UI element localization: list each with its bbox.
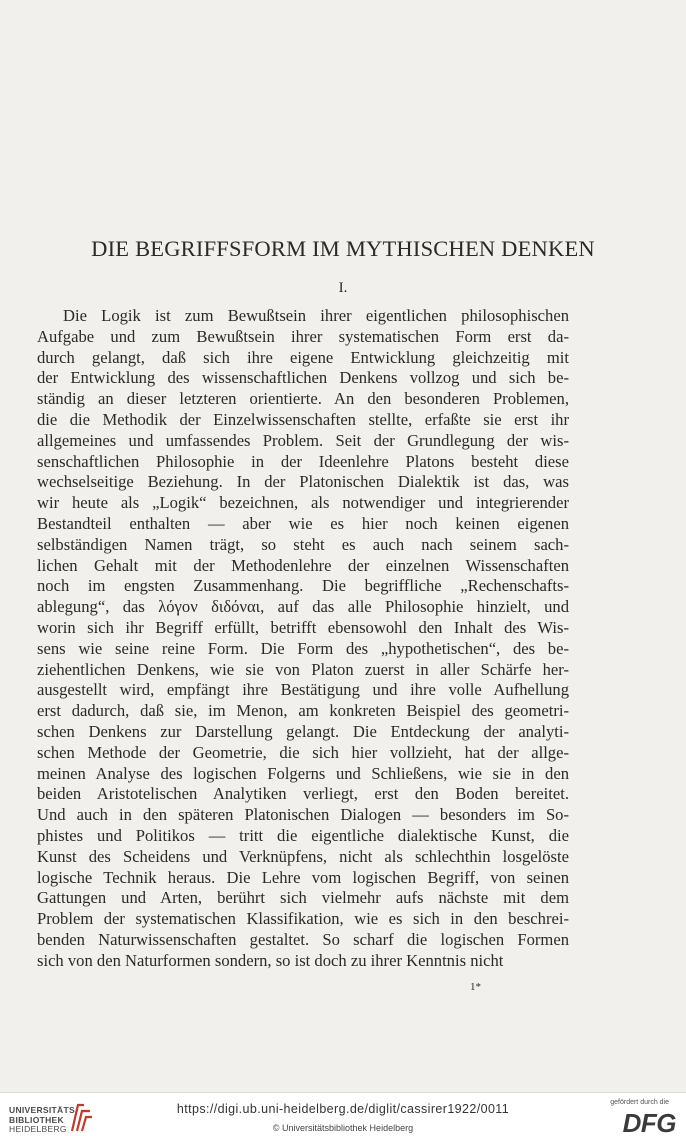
signature-mark: 1* [470,981,481,993]
copyright-notice: © Universitätsbibliothek Heidelberg [272,1123,414,1133]
text-line: wechselseitige Beziehung. In der Platonischen Dialektik ist das, was [37,472,569,492]
text-line: lichen Gehalt mit der Methodenlehre der einzelnen Wissenschaften [37,555,569,575]
text-line: ständig an dieser letzteren orientierte. An den besonderen Problemen, [37,389,569,409]
text-line: noch im engsten Zusammenhang. Die begriffliche „Rechenschafts- [37,576,569,596]
section-number: I. [338,280,348,296]
text-line: benden Naturwissenschaften gestaltet. So scharf die logischen Formen [37,929,569,949]
logo-line: HEIDELBERG [9,1124,67,1134]
logo-line: UNIVERSITÄTS- [9,1105,79,1115]
text-line: schen Methode der Geometrie, die sich hier vollzieht, hat der allge- [37,742,569,762]
text-line: Die Logik ist zum Bewußtsein ihrer eigentlichen philosophischen [63,306,569,325]
text-line: ausgestellt wird, empfängt ihre Bestätigung und ihre volle Aufhellung [37,680,569,700]
text-line: phistes und Politikos — tritt die eigentliche dialektische Kunst, die [37,825,569,845]
text-line: logische Technik heraus. Die Lehre vom logischen Begriff, von seinen [37,867,569,887]
text-line: Bestandteil enthalten — aber wie es hier noch keinen eigenen [37,513,569,533]
text-line: Kunst des Scheidens und Verknüpfens, nicht als schlechthin losgelöste [37,846,569,866]
text-line: die die Methodik der Einzelwissenschaften stellte, erfaßte sie erst ihr [37,409,569,429]
text-line: beiden Aristotelischen Analytiken verliegt, erst den Boden bereitet. [37,784,569,804]
text-line: meinen Analyse des logischen Folgerns und Schließens, wie sie in den [37,763,569,783]
text-line: Aufgabe und zum Bewußtsein ihrer systematischen Form erst da- [37,326,569,346]
dfg-caption: gefördert durch die [610,1099,669,1106]
dfg-logo[interactable]: DFG [622,1108,676,1138]
text-line: ziehentlichen Denkens, wie sie von Platon zuerst in aller Schärfe her- [37,659,569,679]
text-line: Und auch in den späteren Platonischen Dialogen — besonders im So- [37,805,569,825]
text-line: ablegung“, das λόγον διδόναι, auf das alle Philosophie hinzielt, und [37,597,569,617]
text-line: allgemeines und umfassendes Problem. Seit der Grundlegung der wis- [37,430,569,450]
chapter-title: DIE BEGRIFFSFORM IM MYTHISCHEN DENKEN [91,236,595,261]
footer-bar [0,1092,686,1143]
text-line: senschaftlichen Philosophie in der Ideenlehre Platons besteht diese [37,451,569,471]
logo-line: BIBLIOTHEK [9,1114,64,1125]
text-line: sens wie seine reine Form. Die Form des „hypothetischen“, des be- [37,638,569,658]
text-line: wir heute als „Logik“ bezeichnen, als notwendiger und integrierender [37,493,569,513]
text-line: Problem der systematischen Klassifikation, wie es sich in den beschrei- [37,909,569,929]
text-line: schen Denkens zur Darstellung gelangt. Die Entdeckung der analyti- [37,721,569,741]
text-line: Gattungen und Arten, berührt sich vielmehr aufs nächste mit dem [37,888,569,908]
text-line: sich von den Naturformen sondern, so ist doch zu ihrer Kenntnis nicht [37,950,504,970]
text-line: der Entwicklung des wissenschaftlichen Denkens vollzog und sich be- [37,368,569,388]
text-line: erst dadurch, daß sie, im Menon, am konkreten Beispiel des geometri- [37,701,569,721]
permalink-url[interactable]: https://digi.ub.uni-heidelberg.de/diglit/cassirer1922/0011 [176,1102,510,1116]
body-paragraph [37,306,569,972]
text-line: worin sich ihr Begriff erfüllt, betrifft ebensowohl den Inhalt des Wis- [37,617,569,637]
text-line: durch gelangt, daß sich ihre eigene Entwicklung gleichzeitig mit [37,347,569,367]
text-line: selbständigen Namen trägt, so steht es auch nach seinem sach- [37,534,569,554]
